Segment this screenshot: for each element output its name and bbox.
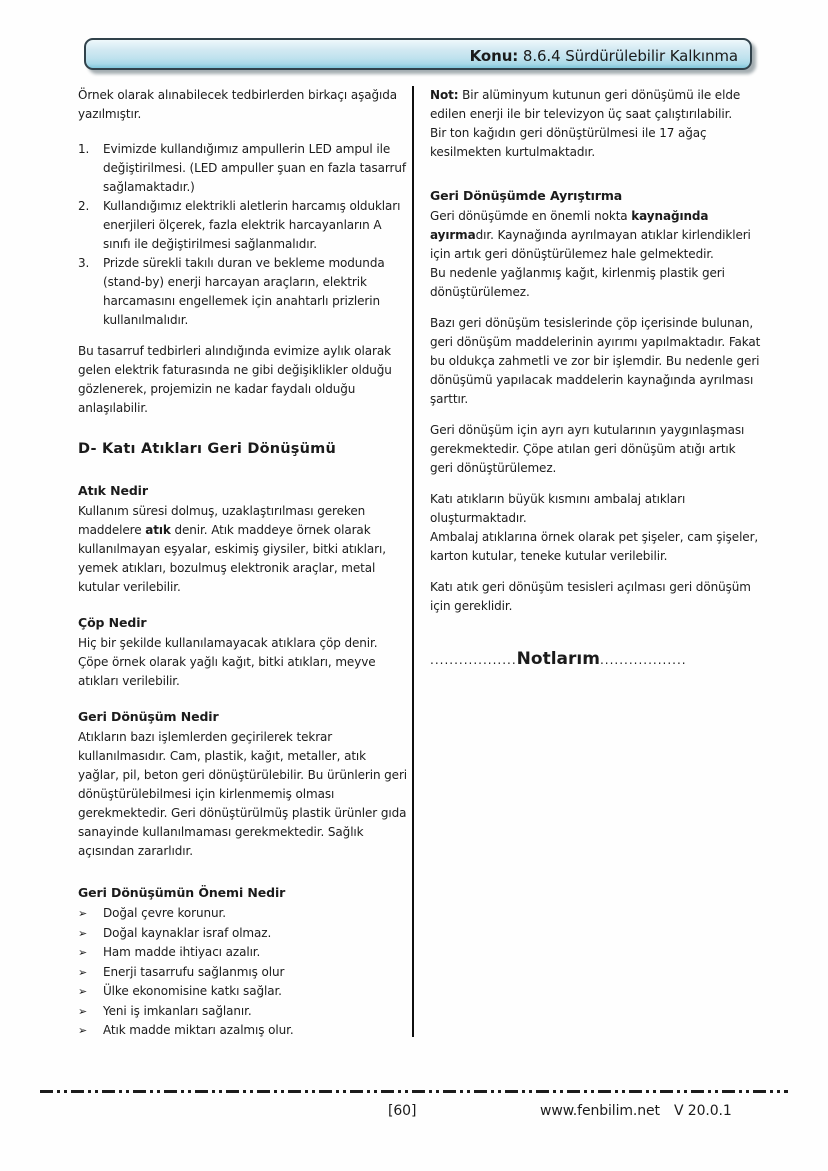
section-d-heading: D- Katı Atıkları Geri Dönüşümü [78,441,336,457]
list-text: Ülke ekonomisine katkı sağlar. [103,984,282,998]
list-text: Doğal kaynaklar israf olmaz. [103,925,272,940]
ayristirma-block [430,207,762,302]
website: www.fenbilim.net [540,1103,660,1119]
list-item [78,197,408,254]
geri-donusum-paragraph: Atıkların bazı işlemlerden geçirilerek tekrar kullanılmasıdır. Cam, plastik, kağıt, metaller, atık yağlar, pil, beton geri dönüştürülebilir. Bu ürünlerin geri dönüştürülebilmesi için kirlenmemiş olması gerekmektedir. Geri dönüştürülmüş plastik ürünler gıda sanayinde kullanılmaması gerekmektedir. Sağlık açısından zararlıdır. [78,730,408,858]
list-item [78,1002,408,1022]
footer-info [540,1102,732,1121]
arrow-bullet-icon: ➢ [78,907,88,920]
cop-heading: Çöp Nedir [78,615,147,630]
onem-heading: Geri Dönüşümün Önemi Nedir [78,885,286,900]
topic-title: 8.6.4 Sürdürülebilir Kalkınma [518,47,738,65]
arrow-bullet-icon: ➢ [78,1024,88,1037]
note-paragraph [430,86,762,124]
savings-paragraph: Bu tasarruf tedbirleri alındığında evimize aylık olarak gelen elektrik faturasında ne gibi değişiklikler olduğu gözlenerek, projemizin ne kadar faydalı olduğu anlaşılabilir. [78,344,392,415]
footer-divider [40,1090,788,1093]
dotted-leader: .................. [599,653,687,667]
ambalaj-paragraph: Ambalaj atıklarına örnek olarak pet şişeler, cam şişeler, karton kutular, teneke kutular verilebilir. [430,530,759,563]
arrow-bullet-list [78,904,408,1041]
arrow-bullet-icon: ➢ [78,965,88,979]
list-item [78,982,408,1002]
note-label: Not: [430,88,459,102]
list-item [78,1021,408,1041]
text-run: Bir alüminyum kutunun geri dönüşümü ile elde edilen enerji ile bir televizyon üç saat çalıştırılabilir. [430,88,741,121]
list-number: 3. [78,256,90,270]
ayristirma-heading: Geri Dönüşümde Ayrıştırma [430,188,623,203]
atik-heading: Atık Nedir [78,483,148,498]
ambalaj-block [430,490,762,566]
column-divider [412,86,414,1037]
ayristirma-paragraph [430,207,762,264]
text-run: Geri dönüşümde en önemli nokta [430,209,632,223]
list-item [78,140,408,197]
tesis-ayirim-paragraph: Bazı geri dönüşüm tesislerinde çöp içerisinde bulunan, geri dönüşüm maddelerinin ayırımı yapılmaktadır. Fakat bu oldukça zahmetli ve zor bir işlemdir. Bu nedenle geri dönüşümü yapılacak maddelerin kaynağında ayrılması şarttır. [430,316,761,406]
text-run: denir. Atık maddeye örnek olarak kullanılmayan eşyalar, eskimiş giysiler, bitki atıkları, yemek atıkları, bozulmuş elektronik araçlar, metal kutular verilebilir. [78,523,386,594]
topic-label: Konu: [469,47,519,65]
list-text: Atık madde miktarı azalmış olur. [103,1023,294,1037]
list-item [78,924,408,944]
text-run: Kullanım süresi dolmuş, uzaklaştırılması gereken maddelere [78,504,366,537]
list-text: Doğal çevre korunur. [103,906,226,920]
list-text: Yeni iş imkanları sağlanır. [103,1003,252,1018]
ambalaj-paragraph: Katı atıkların büyük kısmını ambalaj atıkları oluşturmaktadır. [430,492,686,525]
note-block [430,86,762,162]
arrow-bullet-icon: ➢ [78,946,88,959]
ayristirma-paragraph: Bu nedenle yağlanmış kağıt, kirlenmiş plastik geri dönüştürülemez. [430,266,725,299]
atik-paragraph [78,502,408,597]
arrow-bullet-icon: ➢ [78,985,88,998]
notes-label: Notlarım [516,649,600,669]
arrow-bullet-icon: ➢ [78,926,88,940]
topic-banner [84,38,752,70]
notes-line [430,650,762,670]
list-item [78,963,408,983]
note-paragraph: Bir ton kağıdın geri dönüştürülmesi ile 17 ağaç kesilmekten kurtulmaktadır. [430,126,707,159]
kutular-paragraph: Geri dönüşüm için ayrı ayrı kutularının yaygınlaşması gerekmektedir. Çöpe atılan geri dönüşüm atığı artık geri dönüştürülemez. [430,423,745,475]
numbered-list [78,140,408,330]
text-run-bold: kaynağında ayırma [430,209,709,242]
geri-donusum-heading: Geri Dönüşüm Nedir [78,709,219,724]
list-number: 2. [78,199,90,213]
arrow-bullet-icon: ➢ [78,1004,88,1018]
left-column [78,86,408,1041]
intro-paragraph: Örnek olarak alınabilecek tedbirlerden birkaçı aşağıda yazılmıştır. [78,88,398,121]
tesis-paragraph: Katı atık geri dönüşüm tesisleri açılması geri dönüşüm için gereklidir. [430,580,751,613]
list-text: Ham madde ihtiyacı azalır. [103,945,261,959]
version: V 20.0.1 [673,1103,732,1119]
list-item [78,904,408,924]
list-text: Evimizde kullandığımız ampullerin LED ampul ile değiştirilmesi. (LED ampuller şuan en fazla tasarruf sağlamaktadır.) [103,142,406,194]
text-run-bold: atık [145,523,171,537]
text-run: dır. Kaynağında ayrılmayan atıklar kirlendikleri için artık geri dönüştürülemez hale gelmektedir. [430,228,751,261]
dotted-leader: .................. [430,653,517,667]
page-number: [60] [388,1103,417,1119]
list-text: Enerji tasarrufu sağlanmış olur [103,964,285,979]
right-column [430,86,762,670]
list-text: Kullandığımız elektrikli aletlerin harcamış oldukları enerjileri ölçerek, fazla elektrik harcayanların A sınıfı ile değiştirilmesi sağlanmalıdır. [103,199,401,251]
list-number: 1. [78,142,90,156]
list-text: Prizde sürekli takılı duran ve bekleme modunda (stand-by) enerji harcayan araçların, elektrik harcamasını engellemek için anahtarlı prizlerin kullanılmalıdır. [103,256,385,327]
list-item [78,943,408,963]
list-item [78,254,408,330]
cop-paragraph: Hiç bir şekilde kullanılamayacak atıklara çöp denir. Çöpe örnek olarak yağlı kağıt, bitki atıkları, meyve atıkları verilebilir. [78,636,378,688]
